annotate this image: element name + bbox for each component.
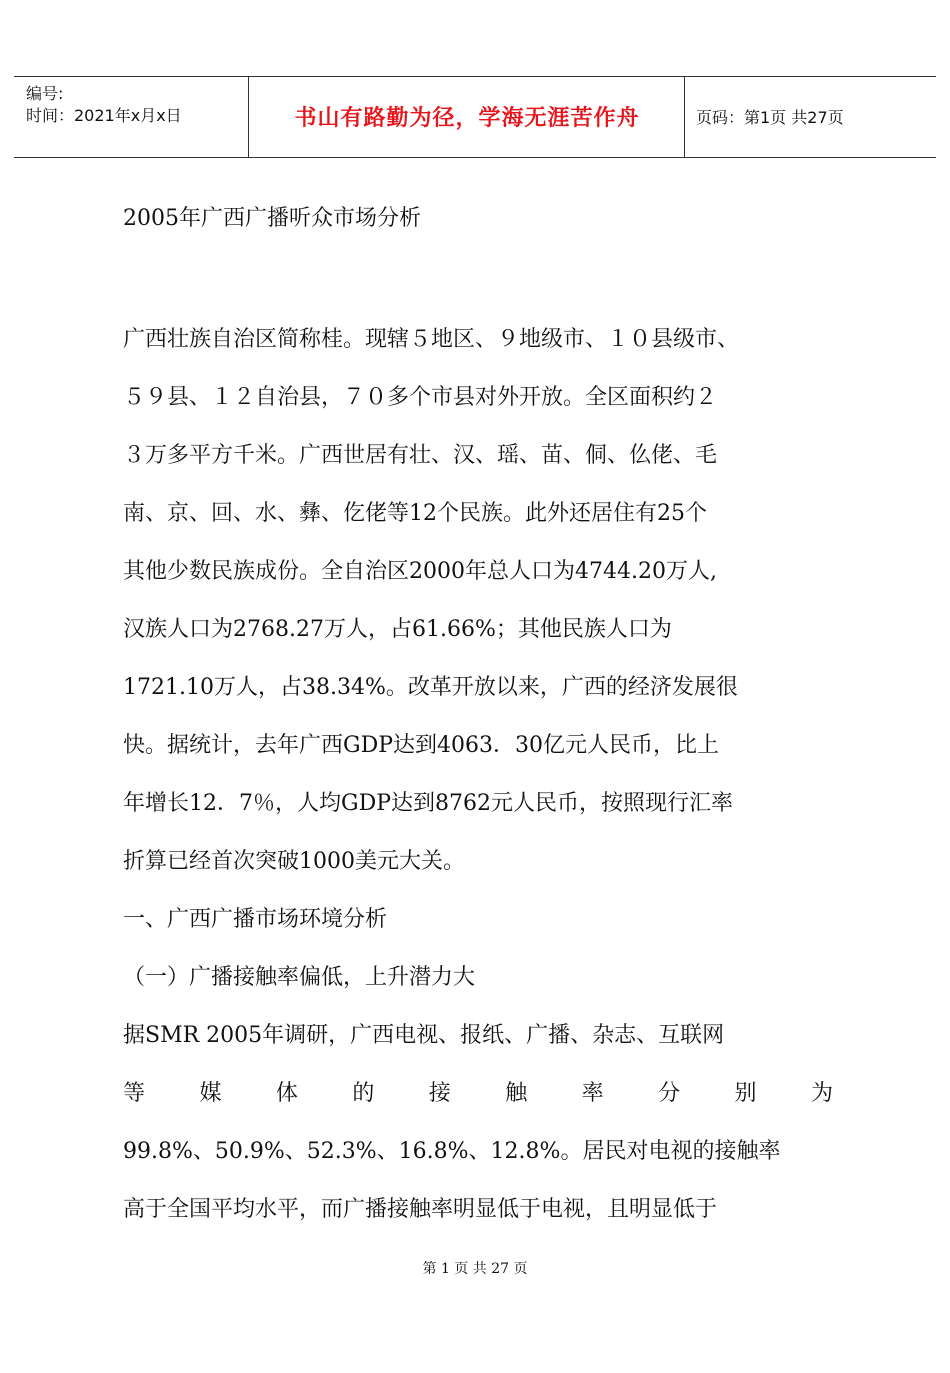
body-line: 年增长12．7％，人均GDP达到8762元人民币，按照现行汇率 bbox=[123, 791, 733, 816]
document-body bbox=[123, 320, 833, 1248]
header-page-info: 页码：第1页 共27页 bbox=[696, 108, 844, 127]
spaced-char: 接 bbox=[428, 1081, 451, 1106]
body-line: 汉族人口为2768.27万人，占61.66%；其他民族人口为 bbox=[123, 617, 672, 642]
spaced-char: 等 bbox=[123, 1081, 146, 1106]
time-label: 时间：2021年x月x日 bbox=[26, 106, 182, 125]
spaced-char: 的 bbox=[352, 1081, 375, 1106]
body-line: 高于全国平均水平，而广播接触率明显低于电视，且明显低于 bbox=[123, 1197, 718, 1222]
spaced-char: 体 bbox=[275, 1081, 298, 1106]
spaced-char: 分 bbox=[658, 1081, 681, 1106]
spaced-char: 触 bbox=[505, 1081, 528, 1106]
header-motto: 书山有路勤为径，学海无涯苦作舟 bbox=[294, 106, 640, 131]
body-line: 其他少数民族成份。全自治区2000年总人口为4744.20万人, bbox=[123, 559, 717, 584]
body-line: 据SMR 2005年调研，广西电视、报纸、广播、杂志、互联网 bbox=[123, 1023, 725, 1048]
body-line: 广西壮族自治区简称桂。现辖５地区、９地级市、１０县级市、 bbox=[123, 327, 740, 352]
page-footer: 第 1 页 共 27 页 bbox=[422, 1261, 528, 1277]
serial-number-label: 编号: bbox=[26, 84, 64, 103]
body-line: 快。据统计，去年广西GDP达到4063．30亿元人民币，比上 bbox=[123, 733, 719, 758]
body-line: 折算已经首次突破1000美元大关。 bbox=[123, 849, 465, 874]
spaced-char: 媒 bbox=[199, 1081, 222, 1106]
body-line: 1721.10万人，占38.34%。改革开放以来，广西的经济发展很 bbox=[123, 675, 738, 700]
spaced-char: 别 bbox=[734, 1081, 757, 1106]
document-title: 2005年广西广播听众市场分析 bbox=[123, 206, 421, 231]
subsection-heading: （一）广播接触率偏低，上升潜力大 bbox=[123, 965, 476, 990]
header-divider bbox=[248, 77, 249, 157]
header-divider bbox=[684, 77, 685, 157]
section-heading: 一、广西广播市场环境分析 bbox=[123, 907, 388, 932]
body-line-spaced bbox=[123, 1074, 833, 1132]
spaced-char: 率 bbox=[581, 1081, 604, 1106]
header-table bbox=[14, 76, 936, 158]
spaced-char: 为 bbox=[810, 1081, 833, 1106]
body-line: ５９县、１２自治县，７０多个市县对外开放。全区面积约２ bbox=[123, 385, 718, 410]
body-line: 南、京、回、水、彝、仡佬等12个民族。此外还居住有25个 bbox=[123, 501, 707, 526]
body-line: 99.8%、50.9%、52.3%、16.8%、12.8%。居民对电视的接触率 bbox=[123, 1139, 781, 1164]
body-line: ３万多平方千米。广西世居有壮、汉、瑶、苗、侗、仫佬、毛 bbox=[123, 443, 718, 468]
header-meta bbox=[26, 83, 182, 127]
